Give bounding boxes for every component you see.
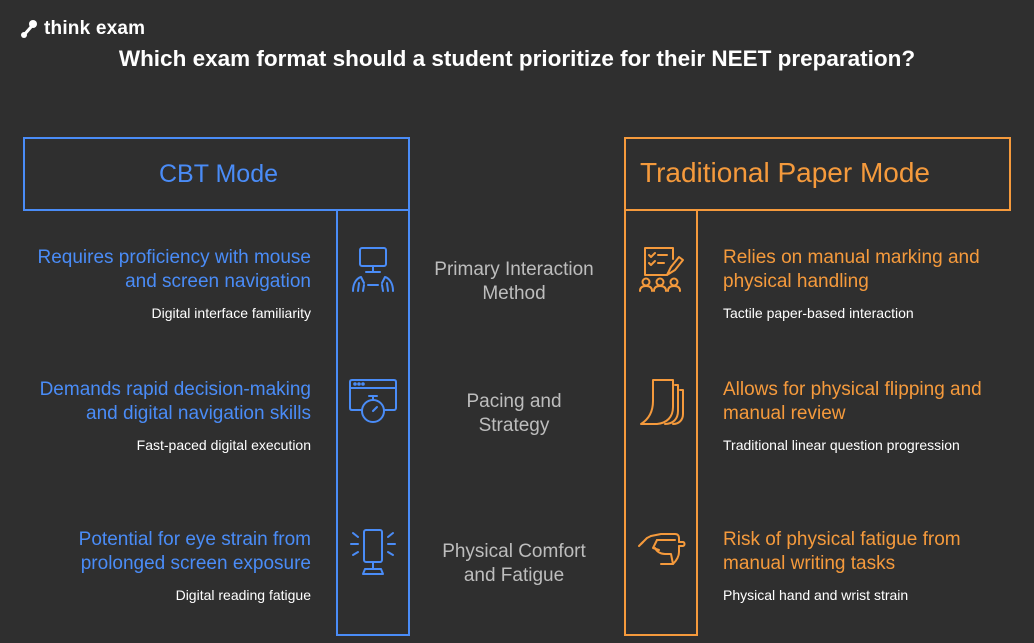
cbt-item-heading: Potential for eye strain from prolonged screen exposure (78, 529, 311, 574)
paper-item-detail: Physical hand and wrist strain (723, 587, 909, 603)
paper-item-detail: Tactile paper-based interaction (723, 305, 914, 321)
paper-item-detail: Traditional linear question progression (723, 437, 960, 453)
hand-writing-icon (637, 528, 687, 574)
logo-mark-icon (20, 19, 38, 39)
cbt-title: CBT Mode (158, 160, 279, 188)
paper-item-heading: Allows for physical flipping and manual review (723, 379, 982, 424)
criterion-comfort: Physical Comfort and Fatigue (442, 541, 586, 586)
paper-item-pacing (723, 378, 1013, 453)
criterion-interaction: Primary Interaction Method (434, 259, 594, 304)
browser-stopwatch-icon (348, 378, 398, 426)
paper-item-heading: Relies on manual marking and physical handling (723, 247, 980, 292)
brand-name: think exam (44, 18, 146, 39)
cbt-item-detail: Digital interface familiarity (151, 305, 311, 321)
brand-logo (20, 18, 145, 40)
cbt-item-pacing (11, 378, 311, 453)
criterion-pacing: Pacing and Strategy (466, 391, 562, 436)
page-title: Which exam format should a student prioritize for their NEET preparation? (118, 46, 916, 71)
checklist-pencil-icon (637, 245, 687, 295)
cbt-item-heading: Requires proficiency with mouse and screen navigation (37, 247, 311, 292)
cbt-item-comfort (11, 528, 311, 603)
paper-item-interaction (723, 246, 1013, 321)
cbt-item-interaction (11, 246, 311, 321)
paper-sheets-icon (637, 377, 687, 427)
cbt-item-detail: Digital reading fatigue (175, 587, 311, 603)
paper-item-comfort (723, 528, 1013, 603)
paper-item-heading: Risk of physical fatigue from manual writing tasks (723, 529, 961, 574)
computer-hands-icon (349, 245, 397, 295)
cbt-item-detail: Fast-paced digital execution (136, 437, 311, 453)
glowing-screen-icon (350, 527, 396, 577)
paper-title: Traditional Paper Mode (640, 157, 931, 188)
cbt-item-heading: Demands rapid decision-making and digital navigation skills (39, 379, 311, 424)
